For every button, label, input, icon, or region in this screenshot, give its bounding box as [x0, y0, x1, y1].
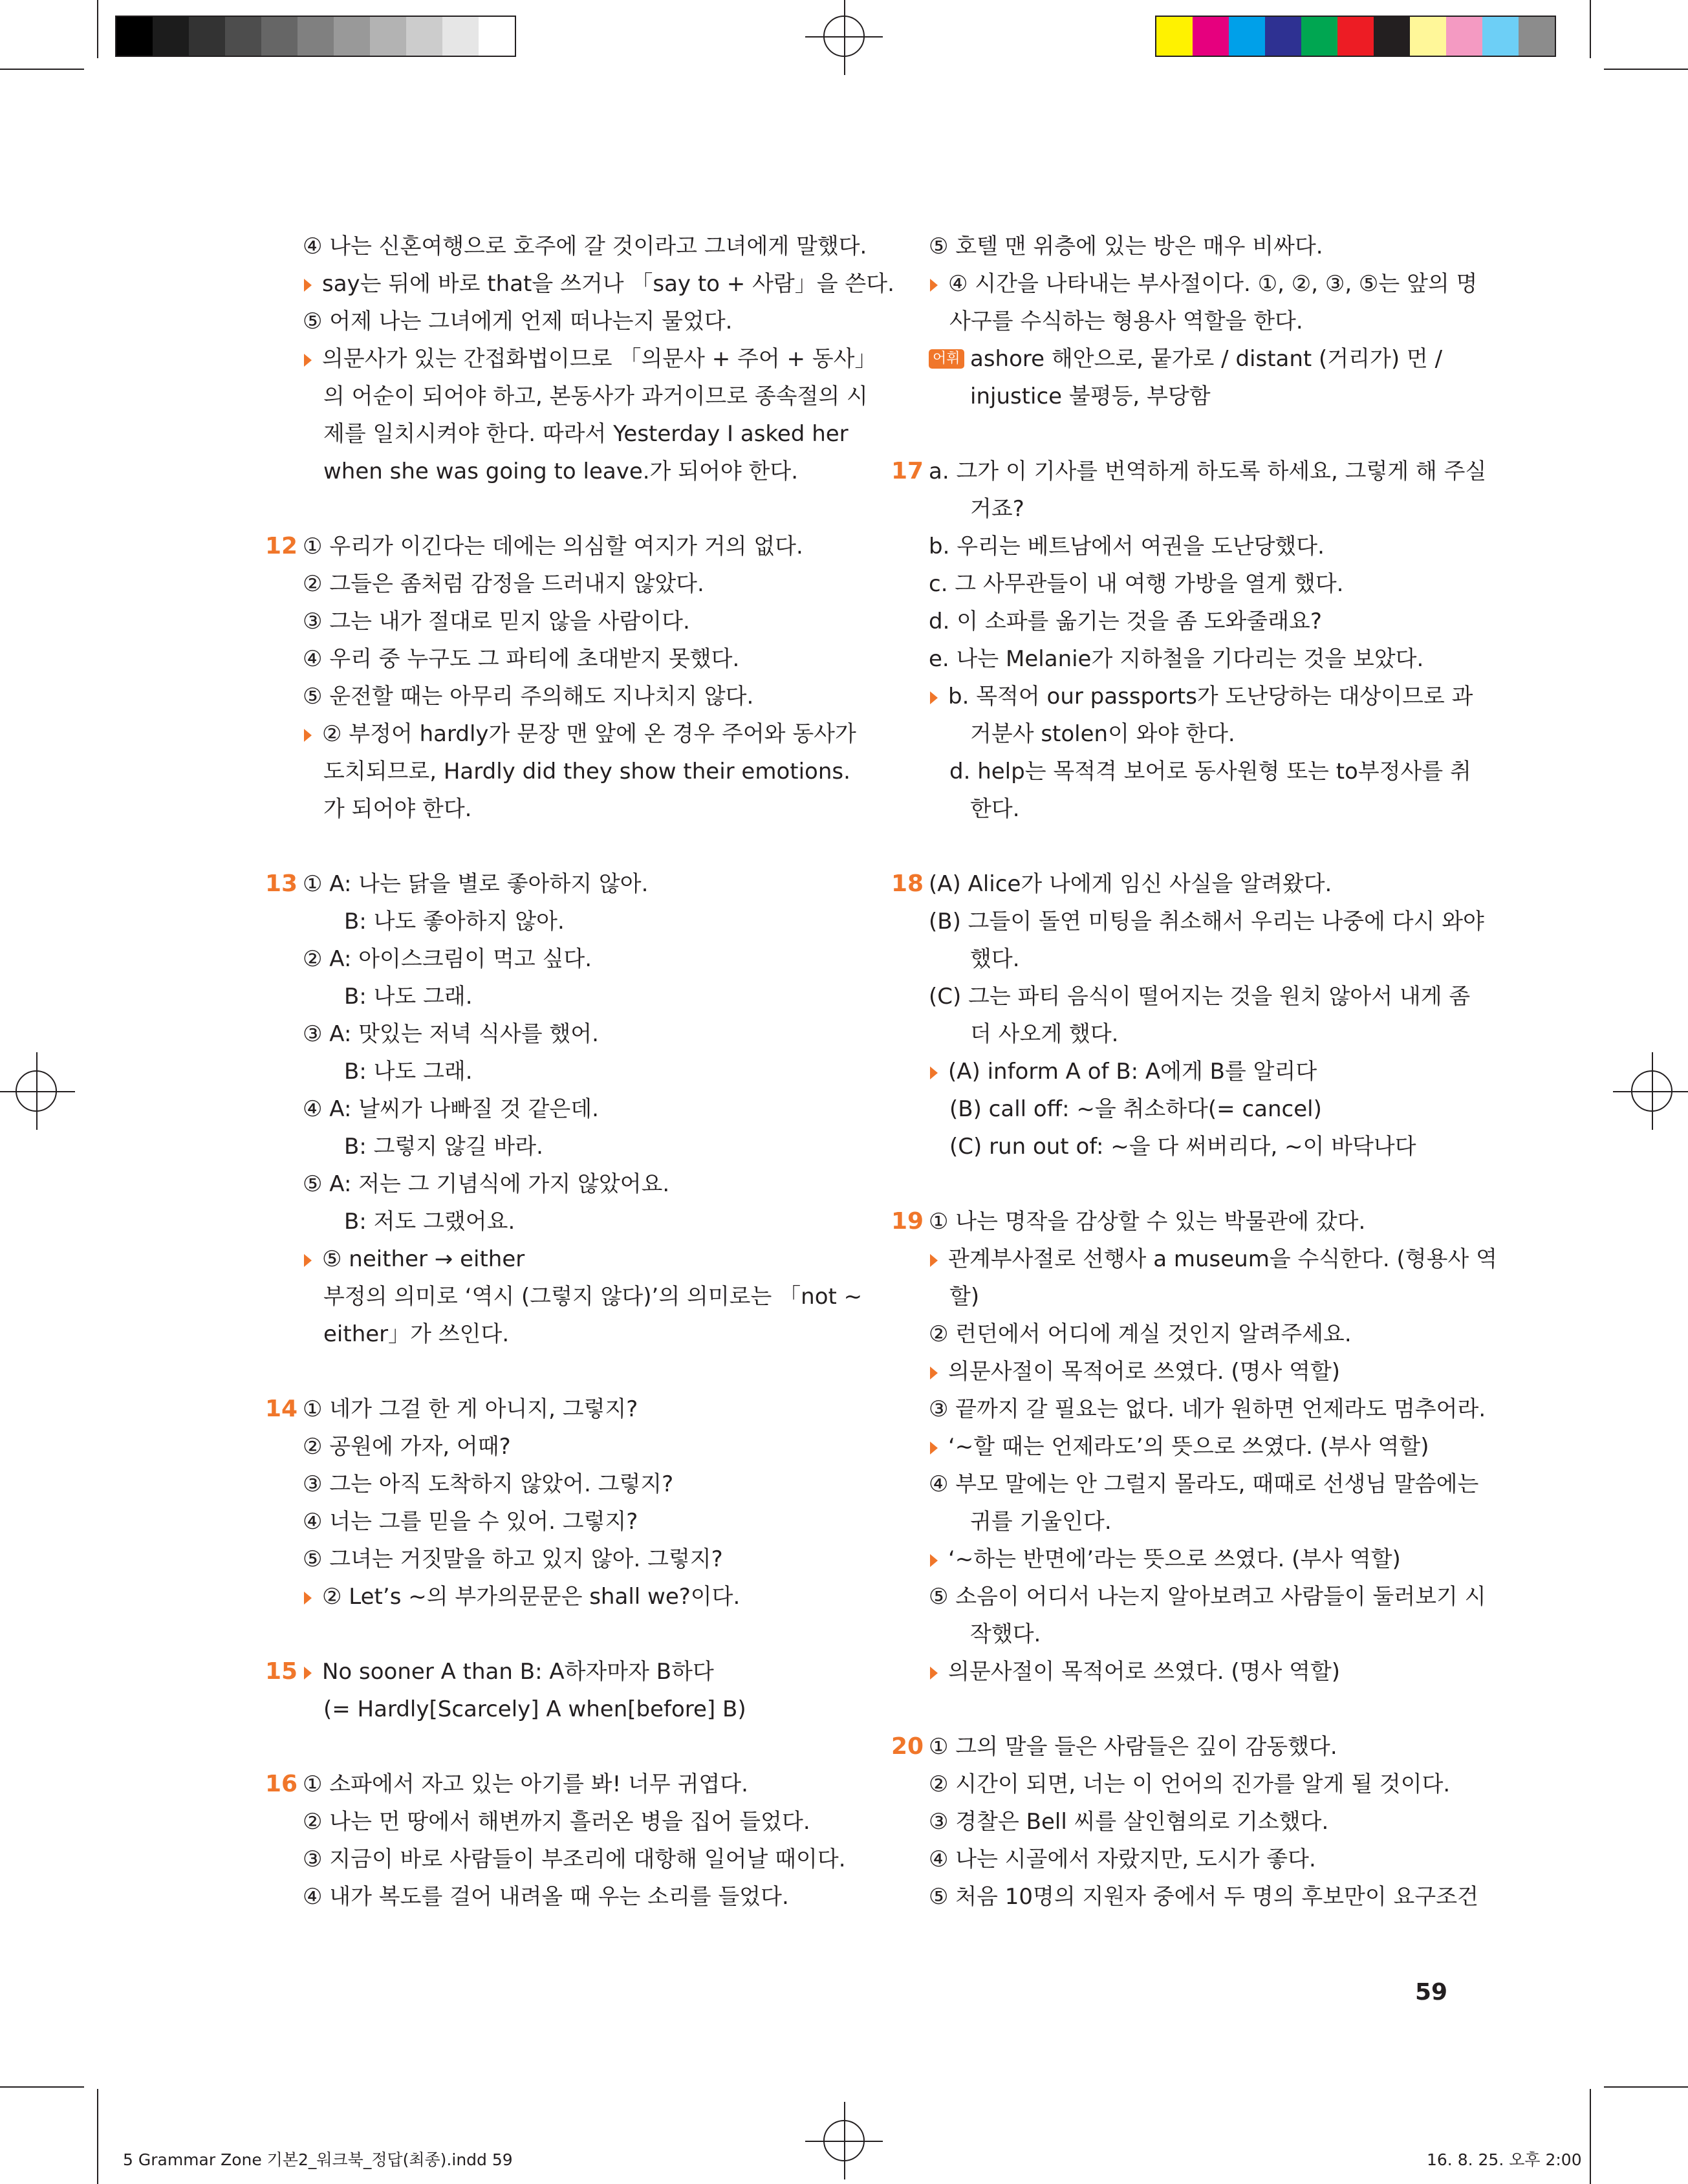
text-line	[891, 1240, 1497, 1278]
line-text: B: 나도 그래.	[344, 1059, 473, 1085]
arrow-right-icon	[304, 1667, 312, 1680]
text-line	[891, 1428, 1460, 1465]
question-number: 19	[891, 1208, 924, 1235]
text-line	[891, 1653, 1460, 1691]
crop-mark	[0, 2086, 84, 2088]
line-text: ③ 지금이 바로 사람들이 부조리에 대항해 일어날 때이다.	[303, 1846, 846, 1872]
text-line	[891, 1015, 1460, 1053]
line-text: ④ A: 날씨가 나빠질 것 같은데.	[303, 1096, 599, 1122]
text-line	[265, 378, 868, 415]
color-swatch	[370, 17, 406, 56]
question-number: 15	[265, 1658, 298, 1685]
line-text: ③ 끝까지 갈 필요는 없다. 네가 원하면 언제라도 멈추어라.	[929, 1396, 1486, 1422]
color-swatch	[334, 17, 370, 56]
text-line	[265, 1691, 834, 1728]
line-text: 부정의 의미로 ‘역시 (그렇지 않다)’의 의미로는 「not ~	[323, 1284, 863, 1310]
line-text: ⑤ 호텔 맨 위층에 있는 방은 매우 비싸다.	[929, 233, 1323, 259]
color-swatch	[1301, 17, 1337, 56]
question-number: 14	[265, 1396, 298, 1422]
text-line	[265, 753, 850, 790]
text-line	[891, 1878, 1478, 1916]
line-text: ② 공원에 가자, 어때?	[303, 1434, 511, 1460]
line-text: ① 네가 그걸 한 게 아니지, 그렇지?	[303, 1396, 638, 1422]
arrow-right-icon	[304, 1592, 312, 1605]
line-text: 거분사 stolen이 와야 한다.	[970, 721, 1235, 747]
spacer	[265, 1353, 834, 1390]
text-line	[891, 340, 1460, 378]
line-text: 거죠?	[970, 496, 1024, 522]
text-line	[265, 940, 834, 978]
line-text: ① 나는 명작을 감상할 수 있는 박물관에 갔다.	[929, 1209, 1366, 1235]
color-swatch	[1229, 17, 1265, 56]
line-text: ‘~하는 반면에’라는 뜻으로 쓰였다. (부사 역할)	[948, 1546, 1401, 1572]
text-line	[265, 265, 894, 303]
text-line	[265, 1090, 834, 1128]
question-number: 16	[265, 1771, 298, 1797]
text-line	[891, 1128, 1460, 1165]
line-text: ③ 그는 아직 도착하지 않았어. 그렇지?	[303, 1471, 674, 1497]
color-swatch	[1265, 17, 1301, 56]
text-line	[891, 640, 1460, 678]
line-text: 도치되므로, Hardly did they show their emotions.	[323, 759, 850, 784]
arrow-right-icon	[304, 279, 312, 292]
text-line	[265, 415, 849, 453]
text-line	[265, 1878, 834, 1916]
color-swatch	[1156, 17, 1193, 56]
line-text: 가 되어야 한다.	[323, 796, 472, 822]
crop-mark	[97, 2089, 98, 2184]
color-swatch	[189, 17, 225, 56]
question-line	[265, 1390, 834, 1428]
text-line	[891, 1353, 1460, 1390]
color-swatch	[406, 17, 442, 56]
text-line	[891, 1090, 1460, 1128]
text-line	[891, 715, 1460, 753]
question-line	[891, 453, 1487, 490]
line-text: ⑤ A: 저는 그 기념식에 가지 않았어요.	[303, 1171, 670, 1197]
line-text: (= Hardly[Scarcely] A when[before] B)	[323, 1696, 746, 1722]
line-text: ⑤ neither → either	[322, 1246, 525, 1272]
arrow-right-icon	[304, 1254, 312, 1267]
line-text: (B) 그들이 돌연 미팅을 취소해서 우리는 나중에 다시 와야	[929, 909, 1484, 935]
line-text: either」가 쓰인다.	[323, 1321, 510, 1347]
text-line	[891, 678, 1473, 715]
line-text: 관계부사절로 선행사 a museum을 수식한다. (형용사 역	[948, 1246, 1497, 1272]
grayscale-color-bar	[115, 16, 516, 57]
crop-mark	[1590, 2089, 1591, 2184]
process-color-bar	[1155, 16, 1556, 57]
text-line	[891, 1465, 1479, 1503]
text-line	[891, 565, 1460, 603]
line-text: ⑤ 처음 10명의 지원자 중에서 두 명의 후보만이 요구조건	[929, 1884, 1478, 1910]
line-text: when she was going to leave.가 되어야 한다.	[323, 459, 799, 484]
text-line	[265, 1240, 834, 1278]
color-swatch	[1374, 17, 1410, 56]
text-line	[265, 565, 834, 603]
question-number: 20	[891, 1733, 924, 1760]
text-line	[891, 978, 1471, 1015]
line-text: (B) call off: ~을 취소하다(= cancel)	[949, 1096, 1322, 1122]
color-swatch	[1193, 17, 1229, 56]
spacer	[265, 1616, 834, 1653]
line-text: ② 부정어 hardly가 문장 맨 앞에 온 경우 주어와 동사가	[322, 721, 856, 747]
line-text: 작했다.	[970, 1621, 1041, 1647]
line-text: B: 저도 그랬어요.	[344, 1209, 515, 1235]
text-line	[891, 1390, 1486, 1428]
text-line	[265, 1503, 834, 1541]
arrow-right-icon	[930, 691, 938, 704]
text-line	[265, 1465, 834, 1503]
arrow-right-icon	[304, 354, 312, 367]
arrow-right-icon	[304, 729, 312, 742]
spacer	[891, 415, 1460, 453]
line-text: 제를 일치시켜야 한다. 따라서 Yesterday I asked her	[323, 421, 849, 447]
line-text: (A) inform A of B: A에게 B를 알리다	[948, 1059, 1317, 1085]
arrow-right-icon	[930, 1667, 938, 1680]
line-text: ⑤ 운전할 때는 아무리 주의해도 지나치지 않다.	[303, 684, 754, 709]
text-line	[891, 753, 1471, 790]
text-line	[265, 303, 834, 340]
question-number: 18	[891, 870, 924, 897]
line-text: ① 우리가 이긴다는 데에는 의심할 여지가 거의 없다.	[303, 534, 803, 559]
line-text: 한다.	[970, 796, 1020, 822]
line-text: injustice 불평등, 부당함	[970, 384, 1211, 409]
color-swatch	[1446, 17, 1482, 56]
line-text: d. 이 소파를 옮기는 것을 좀 도와줄래요?	[929, 609, 1322, 634]
color-swatch	[298, 17, 334, 56]
text-line	[265, 1315, 834, 1353]
text-line	[891, 790, 1460, 828]
text-line	[265, 1578, 834, 1616]
vocabulary-badge: 어휘	[929, 349, 964, 369]
text-line	[891, 1541, 1460, 1578]
text-line	[891, 1503, 1460, 1541]
line-text: B: 그렇지 않길 바라.	[344, 1134, 543, 1160]
left-column	[265, 228, 894, 1916]
line-text: ② 시간이 되면, 너는 이 언어의 진가를 알게 될 것이다.	[929, 1771, 1451, 1797]
crop-mark	[1604, 2086, 1688, 2088]
text-line	[891, 1803, 1460, 1841]
text-line	[265, 453, 834, 490]
text-line	[891, 1315, 1460, 1353]
registration-mark	[16, 1070, 57, 1112]
arrow-right-icon	[930, 1066, 938, 1079]
line-text: 의문사절이 목적어로 쓰였다. (명사 역할)	[948, 1359, 1341, 1385]
registration-mark	[823, 16, 865, 57]
color-swatch	[153, 17, 189, 56]
line-text: e. 나는 Melanie가 지하철을 기다리는 것을 보았다.	[929, 646, 1424, 672]
spacer	[265, 490, 834, 528]
text-line	[265, 228, 867, 265]
registration-mark	[1631, 1070, 1672, 1112]
registration-mark	[823, 2120, 865, 2161]
crop-mark	[1604, 69, 1688, 70]
text-line	[265, 715, 856, 753]
text-line	[265, 640, 834, 678]
line-text: (C) run out of: ~을 다 써버리다, ~이 바닥나다	[949, 1134, 1416, 1160]
line-text: ⑤ 어제 나는 그녀에게 언제 떠나는지 물었다.	[303, 308, 733, 334]
line-text: 의 어순이 되어야 하고, 본동사가 과거이므로 종속절의 시	[323, 384, 868, 409]
line-text: ③ 그는 내가 절대로 믿지 않을 사람이다.	[303, 609, 690, 634]
color-swatch	[1482, 17, 1519, 56]
text-line	[265, 1203, 834, 1240]
text-line	[891, 1841, 1460, 1878]
line-text: ③ 경찰은 Bell 씨를 살인혐의로 기소했다.	[929, 1809, 1329, 1835]
color-swatch	[225, 17, 261, 56]
text-line	[891, 1766, 1460, 1803]
line-text: ashore 해안으로, 뭍가로 / distant (거리가) 먼 /	[970, 346, 1443, 372]
question-line	[265, 528, 834, 565]
line-text: ④ 나는 신혼여행으로 호주에 갈 것이라고 그녀에게 말했다.	[303, 233, 867, 259]
line-text: ④ 부모 말에는 안 그럴지 몰라도, 때때로 선생님 말씀에는	[929, 1471, 1479, 1497]
text-line	[891, 1053, 1460, 1090]
color-swatch	[479, 17, 515, 56]
text-line	[265, 1841, 846, 1878]
text-line	[265, 1278, 863, 1315]
color-swatch	[116, 17, 153, 56]
text-line	[265, 678, 834, 715]
text-line	[265, 790, 834, 828]
color-swatch	[442, 17, 479, 56]
question-number: 13	[265, 870, 298, 897]
spacer	[891, 1691, 1460, 1728]
color-swatch	[1410, 17, 1446, 56]
text-line	[891, 603, 1460, 640]
line-text: a. 그가 이 기사를 번역하게 하도록 하세요, 그렇게 해 주실	[929, 459, 1487, 484]
question-line	[891, 1203, 1460, 1240]
line-text: 사구를 수식하는 형용사 역할을 한다.	[949, 308, 1303, 334]
spacer	[265, 828, 834, 865]
footer-timestamp: 16. 8. 25. 오후 2:00	[1427, 2150, 1582, 2169]
arrow-right-icon	[930, 1554, 938, 1567]
text-line	[891, 228, 1460, 265]
spacer	[265, 1728, 834, 1766]
line-text: 더 사오게 했다.	[970, 1021, 1119, 1047]
line-text: c. 그 사무관들이 내 여행 가방을 열게 했다.	[929, 571, 1344, 597]
question-line	[891, 1728, 1460, 1766]
line-text: (A) Alice가 나에게 임신 사실을 알려왔다.	[929, 871, 1332, 897]
question-line	[265, 1766, 834, 1803]
line-text: B: 나도 그래.	[344, 984, 473, 1010]
line-text: d. help는 목적격 보어로 동사원형 또는 to부정사를 취	[949, 759, 1471, 784]
text-line	[265, 1015, 834, 1053]
question-number: 12	[265, 533, 298, 559]
text-line	[891, 1578, 1486, 1616]
line-text: ② 그들은 좀처럼 감정을 드러내지 않았다.	[303, 571, 704, 597]
text-line	[891, 303, 1460, 340]
text-line	[265, 1053, 834, 1090]
line-text: ⑤ 그녀는 거짓말을 하고 있지 않아. 그렇지?	[303, 1546, 723, 1572]
text-line	[891, 490, 1460, 528]
line-text: 의문사절이 목적어로 쓰였다. (명사 역할)	[948, 1659, 1341, 1685]
line-text: ④ 우리 중 누구도 그 파티에 초대받지 못했다.	[303, 646, 740, 672]
text-line	[265, 1128, 834, 1165]
line-text: 귀를 기울인다.	[970, 1509, 1112, 1535]
line-text: ② 나는 먼 땅에서 해변까지 흘러온 병을 집어 들었다.	[303, 1809, 810, 1835]
line-text: ④ 내가 복도를 걸어 내려올 때 우는 소리를 들었다.	[303, 1884, 789, 1910]
arrow-right-icon	[930, 1442, 938, 1454]
text-line	[891, 528, 1460, 565]
line-text: 의문사가 있는 간접화법이므로 「의문사 + 주어 + 동사」	[322, 346, 877, 372]
text-line	[265, 1541, 834, 1578]
text-line	[265, 903, 834, 940]
arrow-right-icon	[930, 279, 938, 292]
text-line	[891, 940, 1460, 978]
line-text: ② 런던에서 어디에 계실 것인지 알려주세요.	[929, 1321, 1352, 1347]
crop-mark	[97, 0, 98, 58]
spacer	[891, 828, 1460, 865]
line-text: b. 목적어 our passports가 도난당하는 대상이므로 과	[948, 684, 1473, 709]
text-line	[891, 1278, 1460, 1315]
text-line	[891, 1616, 1460, 1653]
line-text: ① 그의 말을 들은 사람들은 깊이 감동했다.	[929, 1734, 1337, 1760]
line-text: say는 뒤에 바로 that을 쓰거나 「say to + 사람」을 쓴다.	[322, 271, 894, 297]
line-text: 했다.	[970, 946, 1020, 972]
color-swatch	[1519, 17, 1555, 56]
question-number: 17	[891, 458, 924, 484]
arrow-right-icon	[930, 1254, 938, 1267]
text-line	[265, 1165, 834, 1203]
question-line	[891, 865, 1460, 903]
line-text: No sooner A than B: A하자마자 B하다	[322, 1659, 714, 1685]
arrow-right-icon	[930, 1367, 938, 1379]
line-text: ④ 너는 그를 믿을 수 있어. 그렇지?	[303, 1509, 638, 1535]
text-line	[265, 603, 834, 640]
line-text: ① A: 나는 닭을 별로 좋아하지 않아.	[303, 871, 649, 897]
footer-file-name: 5 Grammar Zone 기본2_워크북_정답(최종).indd 59	[123, 2150, 513, 2169]
text-line	[265, 340, 877, 378]
text-line	[265, 978, 834, 1015]
line-text: B: 나도 좋아하지 않아.	[344, 909, 565, 935]
text-line	[891, 903, 1484, 940]
text-line	[891, 265, 1478, 303]
line-text: ① 소파에서 자고 있는 아기를 봐! 너무 귀엽다.	[303, 1771, 748, 1797]
crop-mark	[0, 69, 84, 70]
page-number: 59	[1415, 1979, 1448, 2006]
line-text: ‘~할 때는 언제라도’의 뜻으로 쓰였다. (부사 역할)	[948, 1434, 1429, 1460]
question-line	[265, 865, 834, 903]
crop-mark	[1590, 0, 1591, 58]
line-text: (C) 그는 파티 음식이 떨어지는 것을 원치 않아서 내게 좀	[929, 984, 1471, 1010]
color-swatch	[1337, 17, 1374, 56]
line-text: ⑤ 소음이 어디서 나는지 알아보려고 사람들이 둘러보기 시	[929, 1584, 1486, 1610]
question-line	[265, 1653, 834, 1691]
line-text: 할)	[949, 1284, 980, 1310]
line-text: ④ 시간을 나타내는 부사절이다. ①, ②, ③, ⑤는 앞의 명	[948, 271, 1478, 297]
text-line	[265, 1803, 834, 1841]
line-text: b. 우리는 베트남에서 여권을 도난당했다.	[929, 534, 1325, 559]
spacer	[891, 1165, 1460, 1203]
line-text: ④ 나는 시골에서 자랐지만, 도시가 좋다.	[929, 1846, 1316, 1872]
text-line	[891, 378, 1460, 415]
color-swatch	[261, 17, 298, 56]
line-text: ③ A: 맛있는 저녁 식사를 했어.	[303, 1021, 599, 1047]
line-text: ② Let’s ~의 부가의문문은 shall we?이다.	[322, 1584, 741, 1610]
text-line	[265, 1428, 834, 1465]
right-column	[891, 228, 1497, 1916]
line-text: ② A: 아이스크림이 먹고 싶다.	[303, 946, 592, 972]
